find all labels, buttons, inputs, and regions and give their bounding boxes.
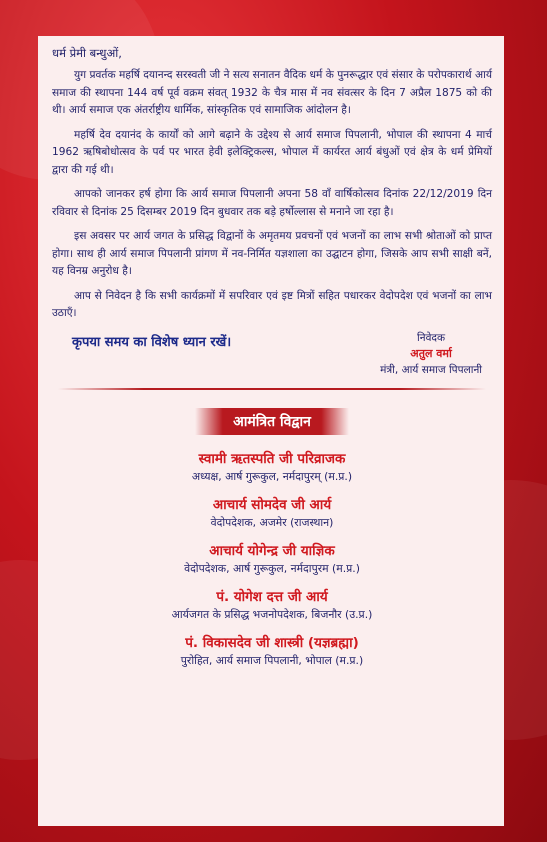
paragraph: आपको जानकर हर्ष होगा कि आर्य समाज पिपलानी अपना 58 वाँ वार्षिकोत्सव दिनांक 22/12/2019 दिन रविवार से दिनांक 25 दिसम्बर 2019 दिन बुधवार तक बड़े हर्षोल्लास से मनाने जा रहा है।: [52, 188, 492, 218]
paragraph: आप से निवेदन है कि सभी कार्यक्रमों में सपरिवार एवं इष्ट मित्रों सहित पधारकर वेदोपदेश एवं भजनों का लाभ उठाएँ।: [52, 289, 492, 319]
signature-row: [52, 330, 492, 382]
scholar-name: पं. विकासदेव जी शास्त्री (यज्ञब्रह्मा): [185, 634, 359, 651]
invitation-card: [38, 36, 504, 826]
scholar-role: आर्यजगत के प्रसिद्ध भजनोपदेशक, बिजनौर (उ.प्र.): [171, 607, 373, 621]
scholar-item: [52, 495, 492, 531]
scholar-name: स्वामी ऋतस्पति जी परिव्राजक: [198, 450, 346, 467]
scholar-item: [52, 449, 492, 485]
invited-heading: आमंत्रित विद्वान: [195, 408, 349, 435]
invited-heading-wrap: [52, 408, 492, 435]
divider: [58, 388, 486, 390]
scholar-name: पं. योगेश दत्त जी आर्य: [216, 588, 328, 605]
attention-callout: कृपया समय का विशेष ध्यान रखें।: [72, 334, 232, 350]
scholar-name: आचार्य सोमदेव जी आर्य: [212, 496, 332, 513]
paragraph: महर्षि देव दयानंद के कार्यों को आगे बढ़ाने के उद्देश्य से आर्य समाज पिपलानी, भोपाल की स्थापना 4 मार्च 1962 ऋषिबोधोत्सव के पर्व पर भारत हेवी इलेक्ट्रिकल्स, भोपाल में कार्यरत आर्य बंधुओं एवं क्षेत्र के धर्म प्रेमियों द्वारा की गई थी।: [52, 128, 492, 176]
scholar-role: पुरोहित, आर्य समाज पिपलानी, भोपाल (म.प्र.): [180, 653, 364, 667]
paragraph: इस अवसर पर आर्य जगत के प्रसिद्ध विद्वानों के अमृतमय प्रवचनों एवं भजनों का लाभ सभी श्रोताओं को प्राप्त होगा। साथ ही आर्य समाज पिपलानी प्रांगण में नव-निर्मित यज्ञशाला का उद्घाटन होगा, जिसके आप सभी साक्षी बनें, यह विनम्र अनुरोध है।: [52, 230, 492, 277]
scholar-item: [52, 541, 492, 577]
signature-label: निवेदक: [417, 331, 446, 344]
scholar-list: [52, 449, 492, 669]
scholar-role: वेदोपदेशक, आर्ष गुरूकुल, नर्मदापुरम (म.प्र.): [184, 561, 360, 575]
salutation: धर्म प्रेमी बन्धुओं,: [52, 46, 122, 60]
signatory-name: अतुल वर्मा: [410, 346, 452, 360]
scholar-item: [52, 587, 492, 623]
signature-block: [380, 330, 482, 378]
paragraph: युग प्रवर्तक महर्षि दयानन्द सरस्वती जी ने सत्य सनातन वैदिक धर्म के पुनरूद्धार एवं संसार के परोपकारार्थ आर्य समाज की स्थापना 144 वर्ष पूर्व वक्रम संवत् 1932 के चैत्र मास में नव संवत्सर के दिन 7 अप्रैल 1875 को की थी। आर्य समाज एक अंतर्राष्ट्रीय धार्मिक, सांस्कृतिक एवं सामाजिक आंदोलन है।: [52, 69, 492, 116]
scholar-role: अध्यक्ष, आर्ष गुरूकुल, नर्मदापुरम् (म.प्र.): [191, 469, 353, 483]
scholar-role: वेदोपदेशक, अजमेर (राजस्थान): [210, 515, 334, 529]
scholar-name: आचार्य योगेन्द्र जी याज्ञिक: [209, 542, 335, 559]
scholar-item: [52, 633, 492, 669]
signatory-title: मंत्री, आर्य समाज पिपलानी: [380, 363, 482, 376]
